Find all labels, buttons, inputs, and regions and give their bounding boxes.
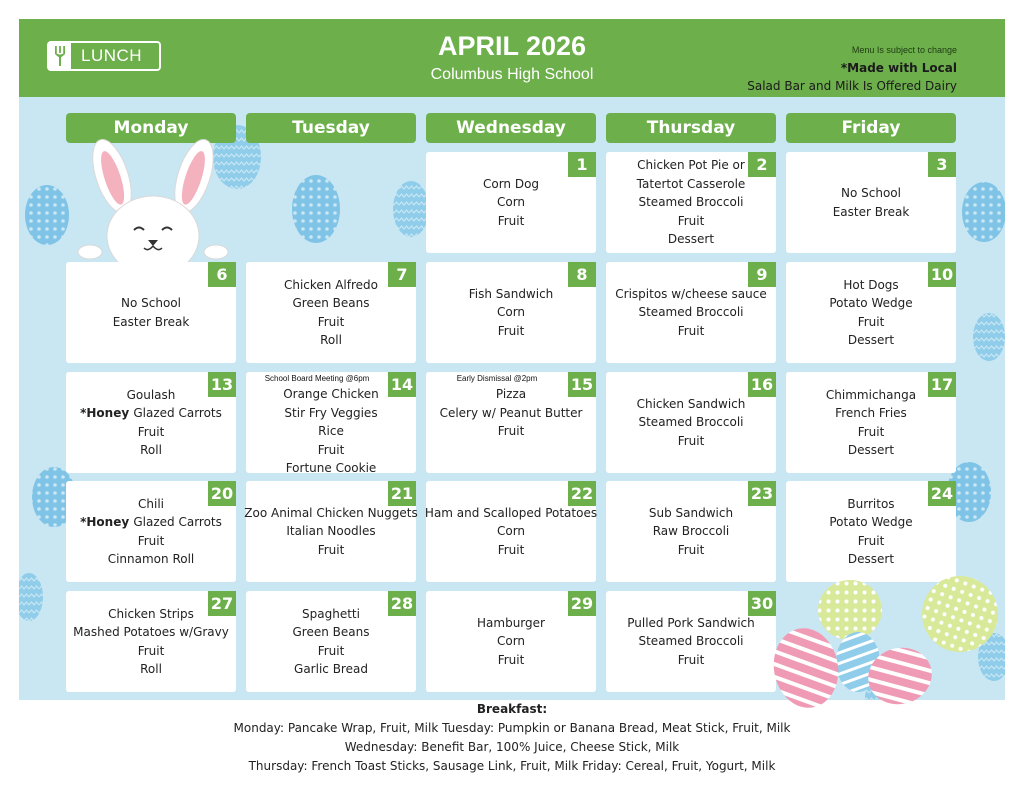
- menu-item: Fruit: [857, 314, 885, 329]
- menu-item: Goulash: [126, 387, 176, 402]
- menu-item: Fruit: [497, 652, 525, 667]
- date-badge: 23: [748, 481, 776, 506]
- menu-item: Fish Sandwich: [468, 286, 554, 301]
- menu-items: [606, 152, 776, 253]
- menu-item: Corn: [496, 634, 526, 649]
- salad-bar-note: Salad Bar and Milk Is Offered Dairy: [747, 79, 957, 93]
- menu-item: Roll: [140, 443, 162, 457]
- menu-item: Raw Broccoli: [652, 524, 730, 539]
- date-badge: 24: [928, 481, 956, 506]
- menu-item: Easter Break: [112, 314, 190, 329]
- day-header-monday: Monday: [66, 113, 236, 143]
- menu-item: Fruit: [677, 323, 705, 338]
- day-cell: [786, 481, 956, 582]
- day-cell: [426, 262, 596, 363]
- menu-item: Fruit: [857, 533, 885, 548]
- menu-item: Fruit: [677, 542, 705, 557]
- menu-item: Fruit: [317, 542, 345, 557]
- date-badge: 7: [388, 262, 416, 287]
- menu-items: [246, 262, 416, 363]
- date-badge: 8: [568, 262, 596, 287]
- menu-items: [426, 591, 596, 692]
- menu-change-note: Menu Is subject to change: [851, 45, 957, 55]
- breakfast-line: Wednesday: Benefit Bar, 100% Juice, Cheese Stick, Milk: [344, 740, 680, 754]
- menu-item: Chimmichanga: [825, 387, 917, 402]
- menu-item: Fruit: [677, 433, 705, 448]
- day-cell: [246, 372, 416, 473]
- menu-item: Fruit: [677, 213, 705, 228]
- day-cell: [786, 262, 956, 363]
- easter-eggs-decoration: [770, 570, 1005, 710]
- menu-item: Sub Sandwich: [648, 505, 734, 520]
- menu-items: [66, 262, 236, 363]
- menu-items: [786, 152, 956, 253]
- day-cell: [426, 591, 596, 692]
- date-badge: 20: [208, 481, 236, 506]
- menu-item: Potato Wedge: [829, 296, 913, 310]
- date-badge: 28: [388, 591, 416, 616]
- bunny-illustration: [76, 136, 236, 264]
- date-badge: 3: [928, 152, 956, 177]
- menu-item: Fruit: [317, 643, 345, 658]
- day-header-tuesday: Tuesday: [246, 113, 416, 143]
- day-cell: [246, 262, 416, 363]
- menu-items: [246, 372, 416, 473]
- menu-item: Fruit: [497, 424, 525, 438]
- menu-item: Spaghetti: [302, 606, 360, 621]
- date-badge: 16: [748, 372, 776, 397]
- breakfast-line: Monday: Pancake Wrap, Fruit, Milk Tuesday: Pumpkin or Banana Bread, Meat Stick, Fruit, Milk: [233, 721, 791, 735]
- menu-item: Fortune Cookie: [285, 461, 377, 475]
- menu-items: [426, 481, 596, 582]
- menu-item: No School: [121, 296, 181, 310]
- menu-items: [786, 481, 956, 582]
- menu-item: *Honey Glazed Carrots: [80, 406, 222, 420]
- day-cell: [606, 262, 776, 363]
- logo-text: LUNCH: [81, 46, 143, 65]
- menu-item: No School: [841, 186, 901, 200]
- menu-items: [66, 372, 236, 473]
- menu-item: Green Beans: [292, 625, 370, 639]
- day-cell: [66, 262, 236, 363]
- menu-item: Fruit: [317, 314, 345, 329]
- day-cell: [66, 481, 236, 582]
- menu-items: [606, 262, 776, 363]
- menu-items: [66, 481, 236, 582]
- menu-item: Easter Break: [832, 204, 910, 219]
- day-cell: [246, 591, 416, 692]
- menu-item: Potato Wedge: [829, 515, 913, 529]
- menu-item: French Fries: [835, 406, 907, 420]
- menu-item: Corn: [496, 524, 526, 539]
- breakfast-section: [0, 700, 1024, 776]
- menu-item: Burritos: [847, 496, 895, 511]
- day-header-thursday: Thursday: [606, 113, 776, 143]
- menu-item: Fruit: [497, 213, 525, 228]
- menu-item: Fruit: [137, 643, 165, 658]
- menu-item: Cinnamon Roll: [107, 552, 195, 566]
- menu-item: Steamed Broccoli: [638, 195, 744, 210]
- breakfast-title: Breakfast:: [476, 702, 548, 716]
- menu-items: [246, 591, 416, 692]
- menu-item: Roll: [320, 333, 342, 347]
- menu-item: Steamed Broccoli: [638, 305, 744, 320]
- menu-item: Fruit: [137, 424, 165, 439]
- date-badge: 6: [208, 262, 236, 287]
- menu-item: Chicken Pot Pie or: [637, 158, 745, 173]
- date-badge: 17: [928, 372, 956, 397]
- day-cell: [606, 152, 776, 253]
- menu-item: Fruit: [677, 652, 705, 667]
- menu-item: Celery w/ Peanut Butter: [439, 405, 583, 420]
- day-cell: [606, 481, 776, 582]
- school-name: Columbus High School: [430, 66, 594, 83]
- menu-items: [606, 591, 776, 692]
- menu-item: Pizza: [495, 387, 527, 401]
- menu-items: [606, 481, 776, 582]
- date-badge: 30: [748, 591, 776, 616]
- menu-item: Steamed Broccoli: [638, 634, 744, 649]
- day-header-wednesday: Wednesday: [426, 113, 596, 143]
- day-header-friday: Friday: [786, 113, 956, 143]
- event-note: School Board Meeting @6pm: [264, 374, 370, 383]
- menu-item: Ham and Scalloped Potatoes: [424, 505, 598, 520]
- menu-items: [66, 591, 236, 692]
- menu-item: Chicken Alfredo: [283, 277, 379, 292]
- header-banner: [19, 19, 1005, 97]
- day-cell: [246, 481, 416, 582]
- menu-item: Crispitos w/cheese sauce: [615, 286, 767, 301]
- day-cell: [66, 372, 236, 473]
- menu-item: Chili: [138, 496, 164, 511]
- menu-item: Hot Dogs: [843, 277, 899, 292]
- menu-items: [786, 262, 956, 363]
- date-badge: 9: [748, 262, 776, 287]
- day-cell: [786, 152, 956, 253]
- menu-item: Rice: [318, 424, 344, 438]
- menu-item: Mashed Potatoes w/Gravy: [73, 625, 229, 639]
- day-cell: [426, 372, 596, 473]
- date-badge: 13: [208, 372, 236, 397]
- menu-item: Orange Chicken: [283, 387, 379, 401]
- menu-items: [606, 372, 776, 473]
- menu-item: Zoo Animal Chicken Nuggets: [244, 505, 418, 520]
- day-cell: [606, 372, 776, 473]
- menu-item: Garlic Bread: [294, 662, 368, 676]
- menu-item: Hamburger: [477, 615, 545, 630]
- lunch-logo: [47, 41, 161, 71]
- menu-item: Fruit: [497, 542, 525, 557]
- menu-item: Fruit: [497, 323, 525, 338]
- date-badge: 14: [388, 372, 416, 397]
- breakfast-line: Thursday: French Toast Sticks, Sausage Link, Fruit, Milk Friday: Cereal, Fruit, Yogurt, Milk: [248, 759, 776, 773]
- page-title: APRIL 2026: [437, 31, 587, 61]
- menu-items: [426, 262, 596, 363]
- menu-item: Fruit: [137, 533, 165, 548]
- menu-item: Dessert: [667, 232, 715, 247]
- menu-item: Green Beans: [292, 296, 370, 310]
- menu-item: *Honey Glazed Carrots: [80, 515, 222, 529]
- menu-item: Chicken Sandwich: [636, 396, 746, 411]
- date-badge: 15: [568, 372, 596, 397]
- menu-items: [246, 481, 416, 582]
- menu-item: Dessert: [847, 333, 895, 347]
- menu-items: [426, 372, 596, 473]
- menu-item: Stir Fry Veggies: [284, 405, 378, 420]
- date-badge: 21: [388, 481, 416, 506]
- menu-item: Roll: [140, 662, 162, 676]
- menu-item: Dessert: [847, 552, 895, 566]
- day-cell: [786, 372, 956, 473]
- menu-items: [426, 152, 596, 253]
- menu-item: Chicken Strips: [108, 606, 194, 621]
- menu-item: Fruit: [317, 442, 345, 457]
- menu-item: Pulled Pork Sandwich: [627, 615, 755, 630]
- date-badge: 2: [748, 152, 776, 177]
- date-badge: 1: [568, 152, 596, 177]
- menu-item: Steamed Broccoli: [638, 415, 744, 430]
- day-cell: [606, 591, 776, 692]
- fork-icon: [49, 43, 71, 69]
- date-badge: 29: [568, 591, 596, 616]
- menu-item: Italian Noodles: [286, 524, 376, 539]
- day-cell: [66, 591, 236, 692]
- menu-item: Fruit: [857, 424, 885, 439]
- menu-item: Tatertot Casserole: [636, 176, 746, 191]
- date-badge: 22: [568, 481, 596, 506]
- date-badge: 10: [928, 262, 956, 287]
- menu-item: Dessert: [847, 443, 895, 457]
- day-cell: [426, 152, 596, 253]
- made-local-note: *Made with Local: [840, 61, 957, 75]
- menu-item: Corn Dog: [482, 176, 540, 191]
- menu-item: Corn: [496, 195, 526, 210]
- day-cell: [426, 481, 596, 582]
- menu-items: [786, 372, 956, 473]
- event-note: Early Dismissal @2pm: [456, 374, 538, 383]
- menu-item: Corn: [496, 305, 526, 320]
- date-badge: 27: [208, 591, 236, 616]
